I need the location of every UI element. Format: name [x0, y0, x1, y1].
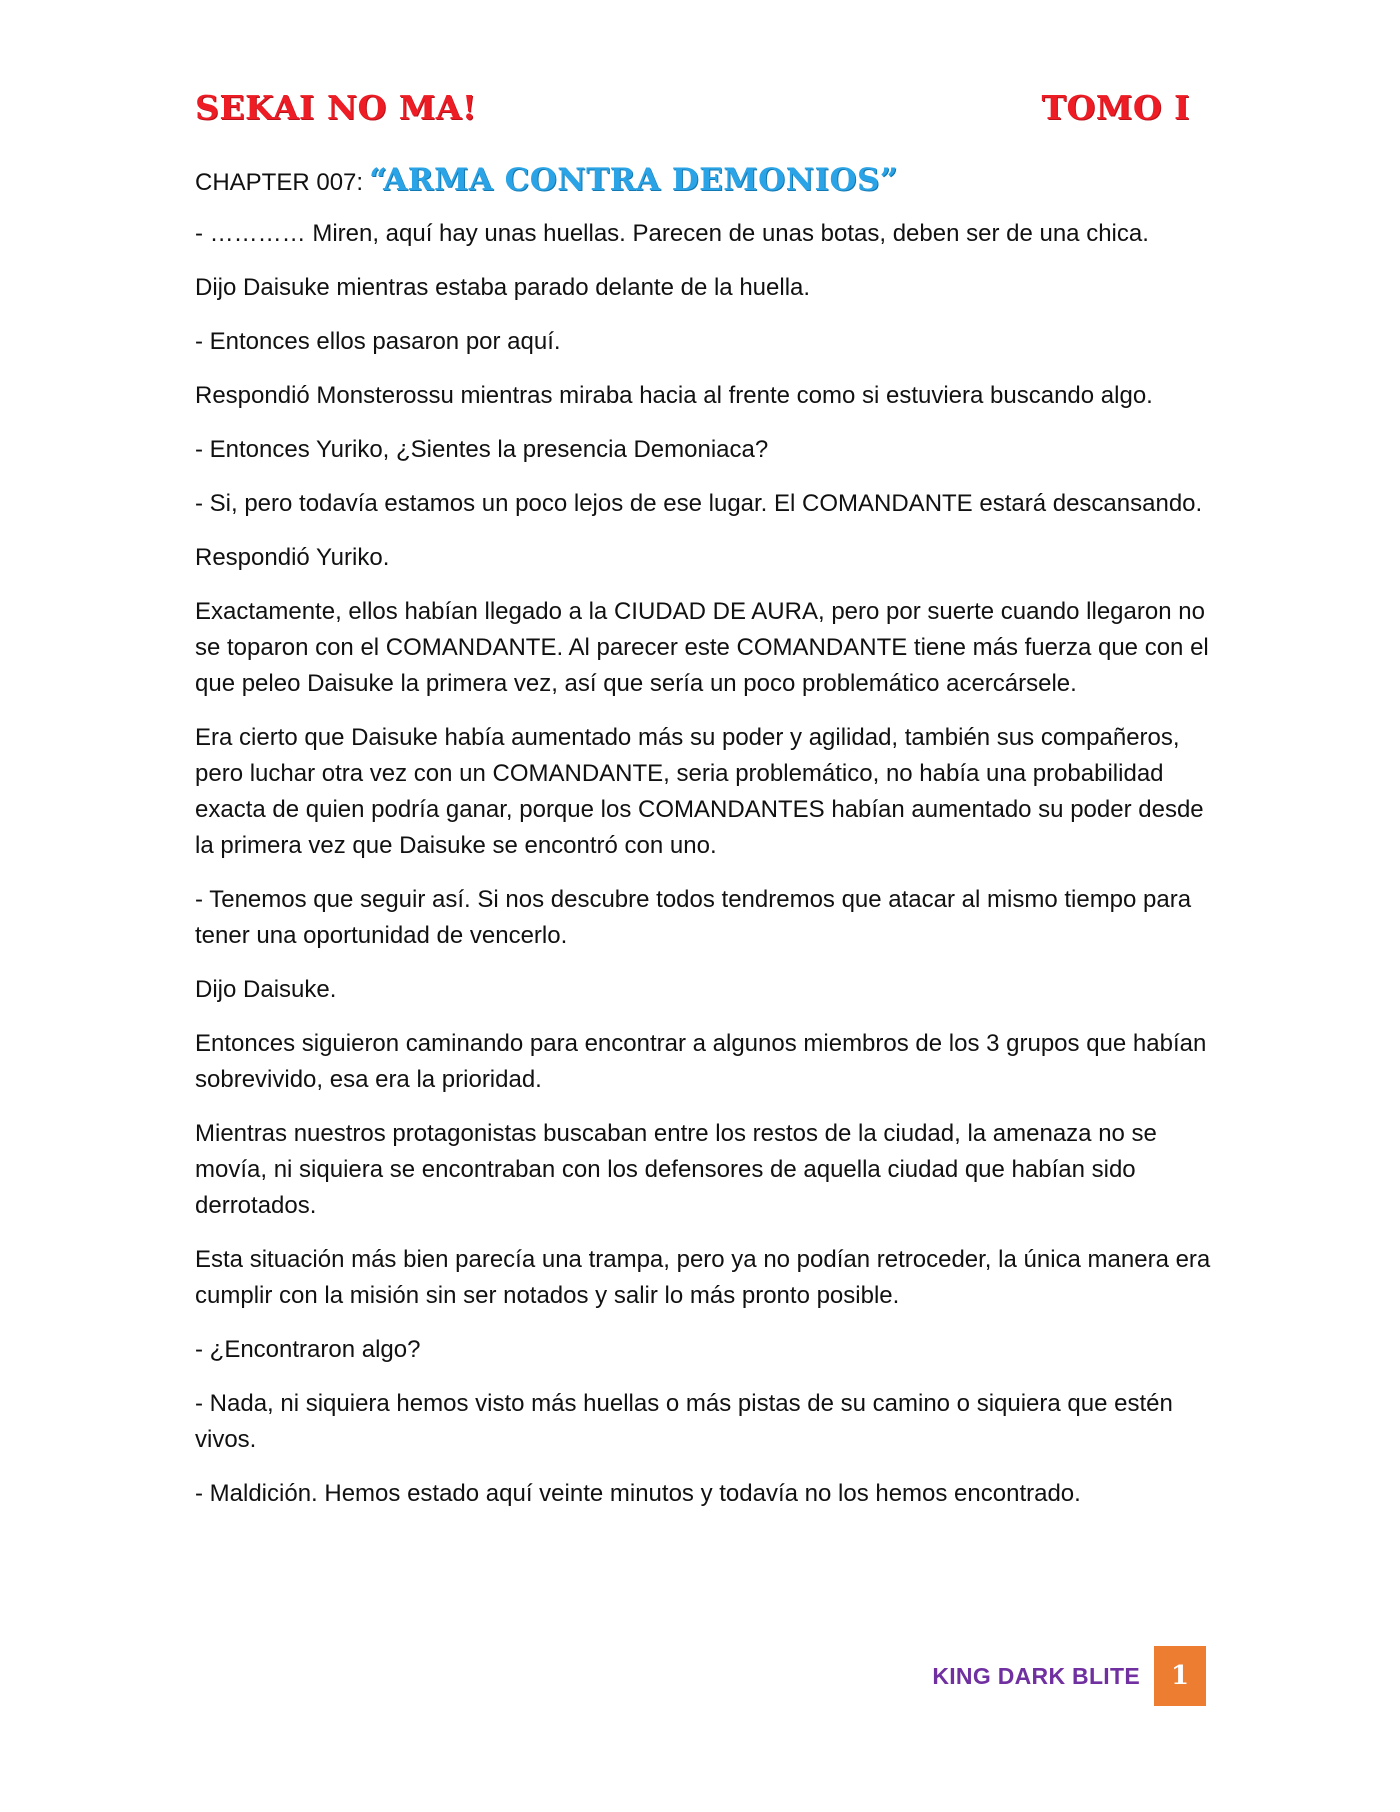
- paragraph: - ………… Miren, aquí hay unas huellas. Parecen de unas botas, deben ser de una chica.: [195, 220, 1149, 247]
- page-number: 1: [1170, 1661, 1190, 1691]
- page-number-badge: [1154, 1646, 1206, 1706]
- paragraph: Entonces siguieron caminando para encontrar a algunos miembros de los 3 grupos que habían sobrevivido, esa era la prioridad.: [195, 1030, 1207, 1093]
- paragraph: - Tenemos que seguir así. Si nos descubre todos tendremos que atacar al mismo tiempo para tener una oportunidad de vencerlo.: [195, 886, 1192, 949]
- chapter-heading: [195, 162, 898, 198]
- paragraph: Dijo Daisuke.: [195, 976, 337, 1003]
- paragraph: Exactamente, ellos habían llegado a la CIUDAD DE AURA, pero por suerte cuando llegaron no se toparon con el COMANDANTE. Al parecer este COMANDANTE tiene más fuerza que con el que peleo Daisuke la primera vez, así que sería un poco problemático acercársele.: [195, 598, 1209, 697]
- paragraph: Respondió Monsterossu mientras miraba hacia al frente como si estuviera buscando algo.: [195, 382, 1153, 409]
- paragraph: Respondió Yuriko.: [195, 544, 390, 571]
- paragraph: - Si, pero todavía estamos un poco lejos de ese lugar. El COMANDANTE estará descansando.: [195, 490, 1203, 517]
- page-header: [195, 88, 1190, 127]
- page-footer: [932, 1646, 1206, 1706]
- volume-title: TOMO I: [1041, 88, 1190, 127]
- paragraph: - Nada, ni siquiera hemos visto más huellas o más pistas de su camino o siquiera que estén vivos.: [195, 1390, 1173, 1453]
- body-text: [195, 216, 1215, 1530]
- paragraph: Era cierto que Daisuke había aumentado más su poder y agilidad, también sus compañeros, pero luchar otra vez con un COMANDANTE, seria problemático, no había una probabilidad exacta de quien podría ganar, porque los COMANDANTES habían aumentado su poder desde la primera vez que Daisuke se encontró con uno.: [195, 724, 1204, 859]
- paragraph: Esta situación más bien parecía una trampa, pero ya no podían retroceder, la única manera era cumplir con la misión sin ser notados y salir lo más pronto posible.: [195, 1246, 1211, 1309]
- paragraph: - Entonces Yuriko, ¿Sientes la presencia Demoniaca?: [195, 436, 769, 463]
- paragraph: Dijo Daisuke mientras estaba parado delante de la huella.: [195, 274, 811, 301]
- author-name: KING DARK BLITE: [932, 1662, 1140, 1689]
- paragraph: - Maldición. Hemos estado aquí veinte minutos y todavía no los hemos encontrado.: [195, 1480, 1081, 1507]
- series-title: SEKAI NO MA!: [195, 88, 477, 127]
- paragraph: - Entonces ellos pasaron por aquí.: [195, 328, 561, 355]
- chapter-label: CHAPTER 007:: [195, 169, 364, 196]
- paragraph: - ¿Encontraron algo?: [195, 1336, 421, 1363]
- chapter-title: “ARMA CONTRA DEMONIOS”: [369, 162, 899, 198]
- paragraph: Mientras nuestros protagonistas buscaban entre los restos de la ciudad, la amenaza no se movía, ni siquiera se encontraban con los defensores de aquella ciudad que habían sido derrotados.: [195, 1120, 1157, 1219]
